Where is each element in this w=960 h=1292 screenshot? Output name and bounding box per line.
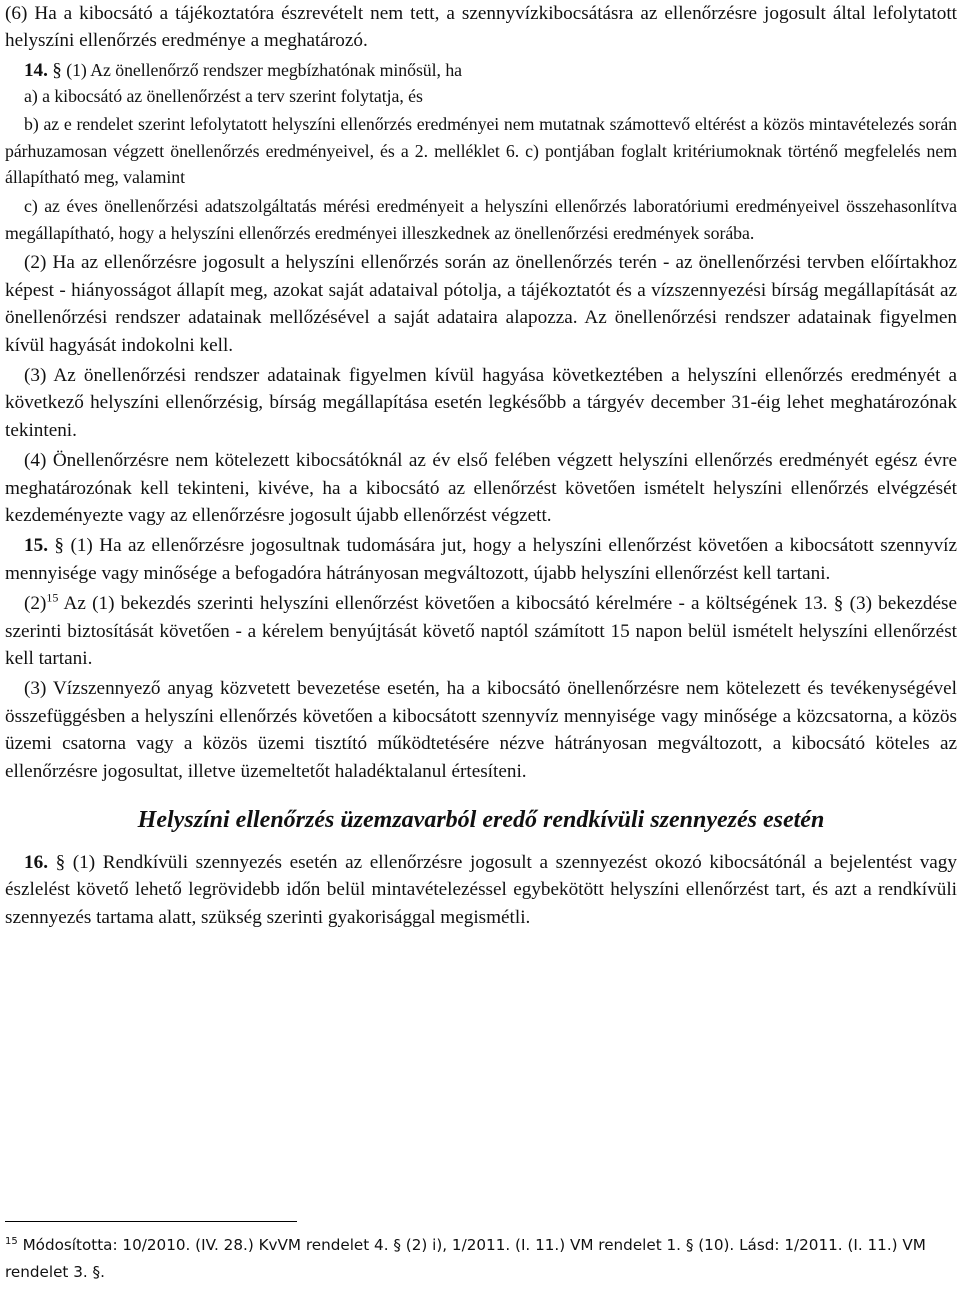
paragraph-15-3 xyxy=(5,675,957,785)
paragraph-14-2 xyxy=(5,249,957,359)
paragraph-text: (1) Az önellenőrző rendszer megbízhatónak minősül, ha xyxy=(66,59,463,80)
paragraph-14-4 xyxy=(5,447,957,529)
section-number: 15. xyxy=(24,535,48,557)
document-page xyxy=(5,0,957,931)
paragraph-text: (4) Önellenőrzésre nem kötelezett kibocsátóknál az év első felében végzett helyszíni ellenőrzés eredményét egész évre meghatározónak kell tekinteni, kivéve, ha a kibocsátó az ellenőrzést követően ismételt helyszíni ellenőrzés elvégzését kezdeményezte vagy az ellenőrzésre jogosult újabb ellenőrzést végzett. xyxy=(5,450,957,526)
footnote-reference[interactable]: 15 xyxy=(46,590,59,605)
paragraph-text: b) az e rendelet szerint lefolytatott helyszíni ellenőrzés eredményei nem mutatnak számottevő eltérést a közös mintavételezés során párhuzamosan végzett önellenőrzés eredményeivel, és a 2. melléklet 6. c) pontjában foglalt kritériumoknak történő megfelelés nem állapítható meg, valamint xyxy=(5,114,957,188)
paragraph-text: (2) Ha az ellenőrzésre jogosult a helyszíni ellenőrzés során az önellenőrzés terén - az önellenőrzési tervben előírtakhoz képest - hiányosságot állapít meg, azokat saját adataival pótolja, a tájékoztatót és a vízszennyezési bírság megállapítását az önellenőrzési rendszer adatainak mellőzésével a saját adataira alapozza. Az önellenőrzési rendszer adatainak figyelmen kívül hagyását indokolni kell. xyxy=(5,252,957,356)
item-14-a xyxy=(5,85,957,108)
paragraph-15-2 xyxy=(5,590,957,672)
paragraph-text: Az (1) bekezdés szerinti helyszíni ellenőrzést követően a kibocsátó kérelmére - a költségének 13. § (3) bekezdése szerinti biztosítását követően - a kérelem benyújtását követő naptól számított 15 napon belül ismételt helyszíni ellenőrzést kell tartani. xyxy=(5,593,957,669)
footnote-separator xyxy=(5,1221,297,1222)
item-14-b xyxy=(5,111,957,191)
paragraph-14-6 xyxy=(5,0,957,55)
section-number: 14. xyxy=(24,59,48,81)
paragraph-text: (6) Ha a kibocsátó a tájékoztatóra észrevételt nem tett, a szennyvízkibocsátásra az ellenőrzésre jogosult által lefolytatott helyszíni ellenőrzés eredménye a meghatározó. xyxy=(5,3,957,52)
paragraph-text: (1) Ha az ellenőrzésre jogosultnak tudomására jut, hogy a helyszíni ellenőrzést követően a kibocsátott szennyvíz mennyisége vagy minősége a befogadóra hátrányosan megváltozott, újabb helyszíni ellenőrzést kell tartani. xyxy=(5,535,958,584)
item-14-c xyxy=(5,193,957,247)
footnote-number: 15 xyxy=(5,1235,18,1247)
paragraph-14-3 xyxy=(5,362,957,444)
footnote-text: Módosította: 10/2010. (IV. 28.) KvVM rendelet 4. § (2) i), 1/2011. (I. 11.) VM rendelet 1. § (10). Lásd: 1/2011. (I. 11.) VM rendelet 3. §. xyxy=(5,1236,926,1281)
section-sign[interactable]: § xyxy=(54,535,65,557)
paragraph-text: c) az éves önellenőrzési adatszolgáltatás mérési eredményeit a helyszíni ellenőrzés laboratóriumi eredményeivel összehasonlítva megállapítható, hogy a helyszíni ellenőrzés eredményei illeszkednek az önellenőrzési eredmények sorába. xyxy=(5,195,957,243)
paragraph-prefix: (2) xyxy=(24,593,47,615)
section-16-paragraph-1 xyxy=(5,849,957,931)
section-15-paragraph-1 xyxy=(5,532,957,587)
paragraph-text: (3) Az önellenőrzési rendszer adatainak figyelmen kívül hagyása következtében a helyszíni ellenőrzés eredményét a következő helyszíni ellenőrzésig, bírság megállapítása esetén legkésőbb a tárgyév december 31-éig lehet meghatározónak tekinteni. xyxy=(5,364,957,441)
section-number: 16. xyxy=(24,852,48,874)
paragraph-text: (3) Vízszennyező anyag közvetett bevezetése esetén, ha a kibocsátó önellenőrzésre nem kötelezett és tevékenységével összefüggésben a helyszíni ellenőrzés követően a kibocsátott szennyvíz mennyisége vagy minősége a közcsatorna, a közös üzemi csatorna vagy a közös üzemi tisztító működtetésére nézve hátrányosan megváltozott, a kibocsátó köteles az ellenőrzésre jogosultat, illetve üzemeltetőt haladéktalanul értesíteni. xyxy=(5,678,957,782)
section-14-intro xyxy=(5,59,957,82)
footnote xyxy=(5,1232,955,1285)
section-sign[interactable]: § xyxy=(52,59,62,81)
paragraph-text: a) a kibocsátó az önellenőrzést a terv szerint folytatja, és xyxy=(24,86,423,107)
section-heading: Helyszíni ellenőrzés üzemzavarból eredő rendkívüli szennyezés esetén xyxy=(137,807,825,834)
section-sign[interactable]: § xyxy=(55,852,66,874)
paragraph-text: (1) Rendkívüli szennyezés esetén az ellenőrzésre jogosult a szennyezést okozó kibocsátónál a bejelentést vagy észlelést követő lehető legrövidebb időn belül mintavételezéssel egybekötött helyszíni ellenőrzést tart, és azt a rendkívüli szennyezés tartama alatt, szükség szerinti gyakorisággal megismétli. xyxy=(5,852,957,928)
